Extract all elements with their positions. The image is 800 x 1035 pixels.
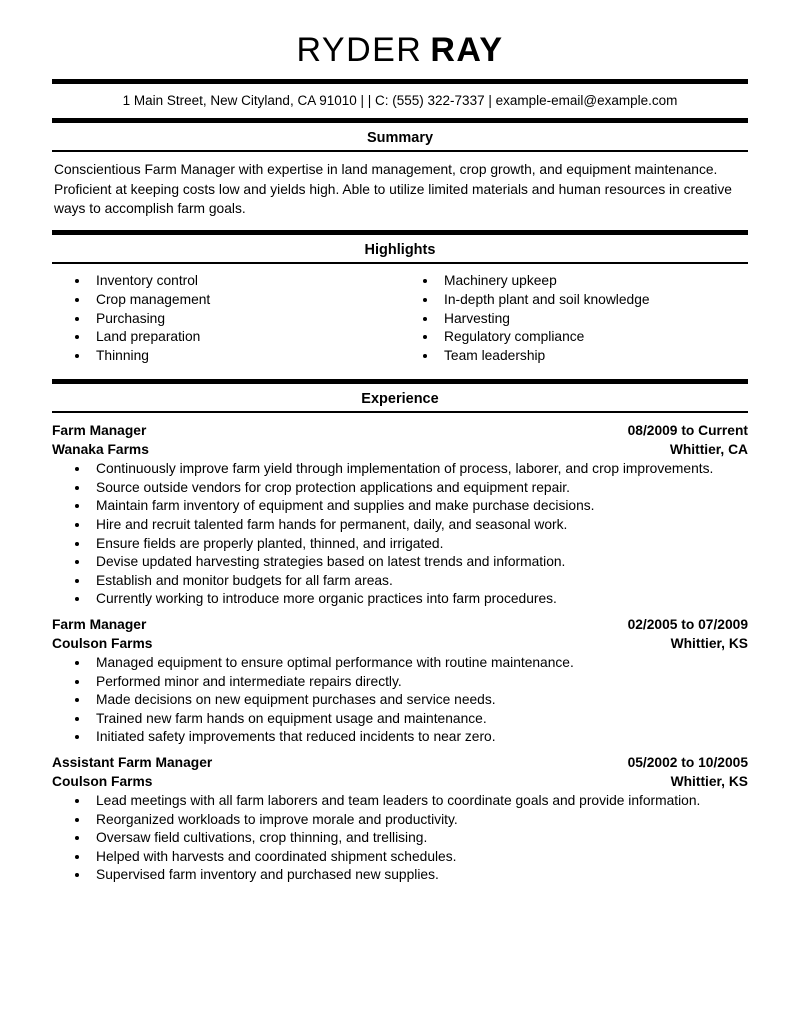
highlight-item: • Harvesting bbox=[438, 310, 748, 329]
job-location: Whittier, CA bbox=[669, 442, 748, 458]
job-company: Coulson Farms bbox=[52, 774, 153, 790]
job-bullet: • Hire and recruit talented farm hands for permanent, daily, and seasonal work. bbox=[90, 516, 748, 535]
highlight-item: • Machinery upkeep bbox=[438, 272, 748, 291]
highlights-columns bbox=[52, 264, 748, 379]
highlights-list-left bbox=[52, 272, 400, 365]
highlight-item: • Land preparation bbox=[90, 328, 400, 347]
job-dates: 02/2005 to 07/2009 bbox=[627, 617, 748, 633]
jobs-container bbox=[52, 413, 748, 885]
highlight-item: • Inventory control bbox=[90, 272, 400, 291]
job-bullet: • Ensure fields are properly planted, thinned, and irrigated. bbox=[90, 535, 748, 554]
highlights-section-title: Highlights bbox=[364, 242, 436, 259]
job-title: Farm Manager bbox=[52, 617, 147, 633]
resume-header bbox=[52, 32, 748, 118]
job-bullets bbox=[52, 460, 748, 609]
job-company-row bbox=[52, 440, 748, 459]
candidate-last-name: RAY bbox=[430, 31, 504, 69]
job-bullet: • Continuously improve farm yield through implementation of process, laborer, and crop improvements. bbox=[90, 460, 748, 479]
job-company-row bbox=[52, 772, 748, 791]
job-bullet: • Performed minor and intermediate repairs directly. bbox=[90, 673, 748, 692]
highlight-item: • Purchasing bbox=[90, 310, 400, 329]
job-bullet: • Trained new farm hands on equipment usage and maintenance. bbox=[90, 710, 748, 729]
highlight-item: • Team leadership bbox=[438, 347, 748, 366]
summary-text: Conscientious Farm Manager with expertise in land management, crop growth, and equipment maintenance. Proficient at keeping costs low and yields high. Able to utilize limited materials and human resources in creative ways to accomplish farm goals. bbox=[54, 162, 732, 217]
job-bullet: • Oversaw field cultivations, crop thinning, and trellising. bbox=[90, 829, 748, 848]
job-bullet: • Currently working to introduce more organic practices into farm procedures. bbox=[90, 590, 748, 609]
job-title-row bbox=[52, 421, 748, 440]
job-company-row bbox=[52, 634, 748, 653]
job-bullet: • Reorganized workloads to improve morale and productivity. bbox=[90, 811, 748, 830]
contact-line: 1 Main Street, New Cityland, CA 91010 | | C: (555) 322-7337 | example-email@example.com bbox=[122, 93, 678, 109]
candidate-name bbox=[52, 32, 748, 69]
summary-section-title: Summary bbox=[366, 130, 434, 147]
job-bullet: • Supervised farm inventory and purchased new supplies. bbox=[90, 866, 748, 885]
job-bullet: • Source outside vendors for crop protection applications and equipment repair. bbox=[90, 479, 748, 498]
job-company: Coulson Farms bbox=[52, 636, 153, 652]
job-bullet: • Lead meetings with all farm laborers and team leaders to coordinate goals and provide information. bbox=[90, 792, 748, 811]
job-location: Whittier, KS bbox=[670, 636, 748, 652]
job-bullets bbox=[52, 654, 748, 747]
job-company: Wanaka Farms bbox=[52, 442, 149, 458]
job-title-row bbox=[52, 615, 748, 634]
job-title: Assistant Farm Manager bbox=[52, 755, 213, 771]
job-entry bbox=[52, 421, 748, 609]
job-bullet: • Initiated safety improvements that reduced incidents to near zero. bbox=[90, 728, 748, 747]
job-entry bbox=[52, 615, 748, 747]
highlight-item: • Regulatory compliance bbox=[438, 328, 748, 347]
job-bullet: • Maintain farm inventory of equipment and supplies and make purchase decisions. bbox=[90, 497, 748, 516]
experience-section-title: Experience bbox=[361, 391, 439, 408]
job-dates: 05/2002 to 10/2005 bbox=[627, 755, 748, 771]
job-dates: 08/2009 to Current bbox=[627, 423, 748, 439]
job-title: Farm Manager bbox=[52, 423, 147, 439]
job-bullet: • Managed equipment to ensure optimal performance with routine maintenance. bbox=[90, 654, 748, 673]
highlight-item: • Crop management bbox=[90, 291, 400, 310]
job-bullet: • Made decisions on new equipment purchases and service needs. bbox=[90, 691, 748, 710]
job-title-row bbox=[52, 753, 748, 772]
job-bullets bbox=[52, 792, 748, 885]
highlight-item: • Thinning bbox=[90, 347, 400, 366]
summary-section bbox=[52, 118, 748, 230]
experience-section bbox=[52, 379, 748, 885]
job-bullet: • Helped with harvests and coordinated shipment schedules. bbox=[90, 848, 748, 867]
job-location: Whittier, KS bbox=[670, 774, 748, 790]
highlights-section bbox=[52, 230, 748, 379]
job-entry bbox=[52, 753, 748, 885]
job-bullet: • Devise updated harvesting strategies based on latest trends and information. bbox=[90, 553, 748, 572]
highlights-list-right bbox=[400, 272, 748, 365]
job-bullet: • Establish and monitor budgets for all farm areas. bbox=[90, 572, 748, 591]
highlight-item: • In-depth plant and soil knowledge bbox=[438, 291, 748, 310]
candidate-first-name: RYDER bbox=[296, 31, 423, 69]
